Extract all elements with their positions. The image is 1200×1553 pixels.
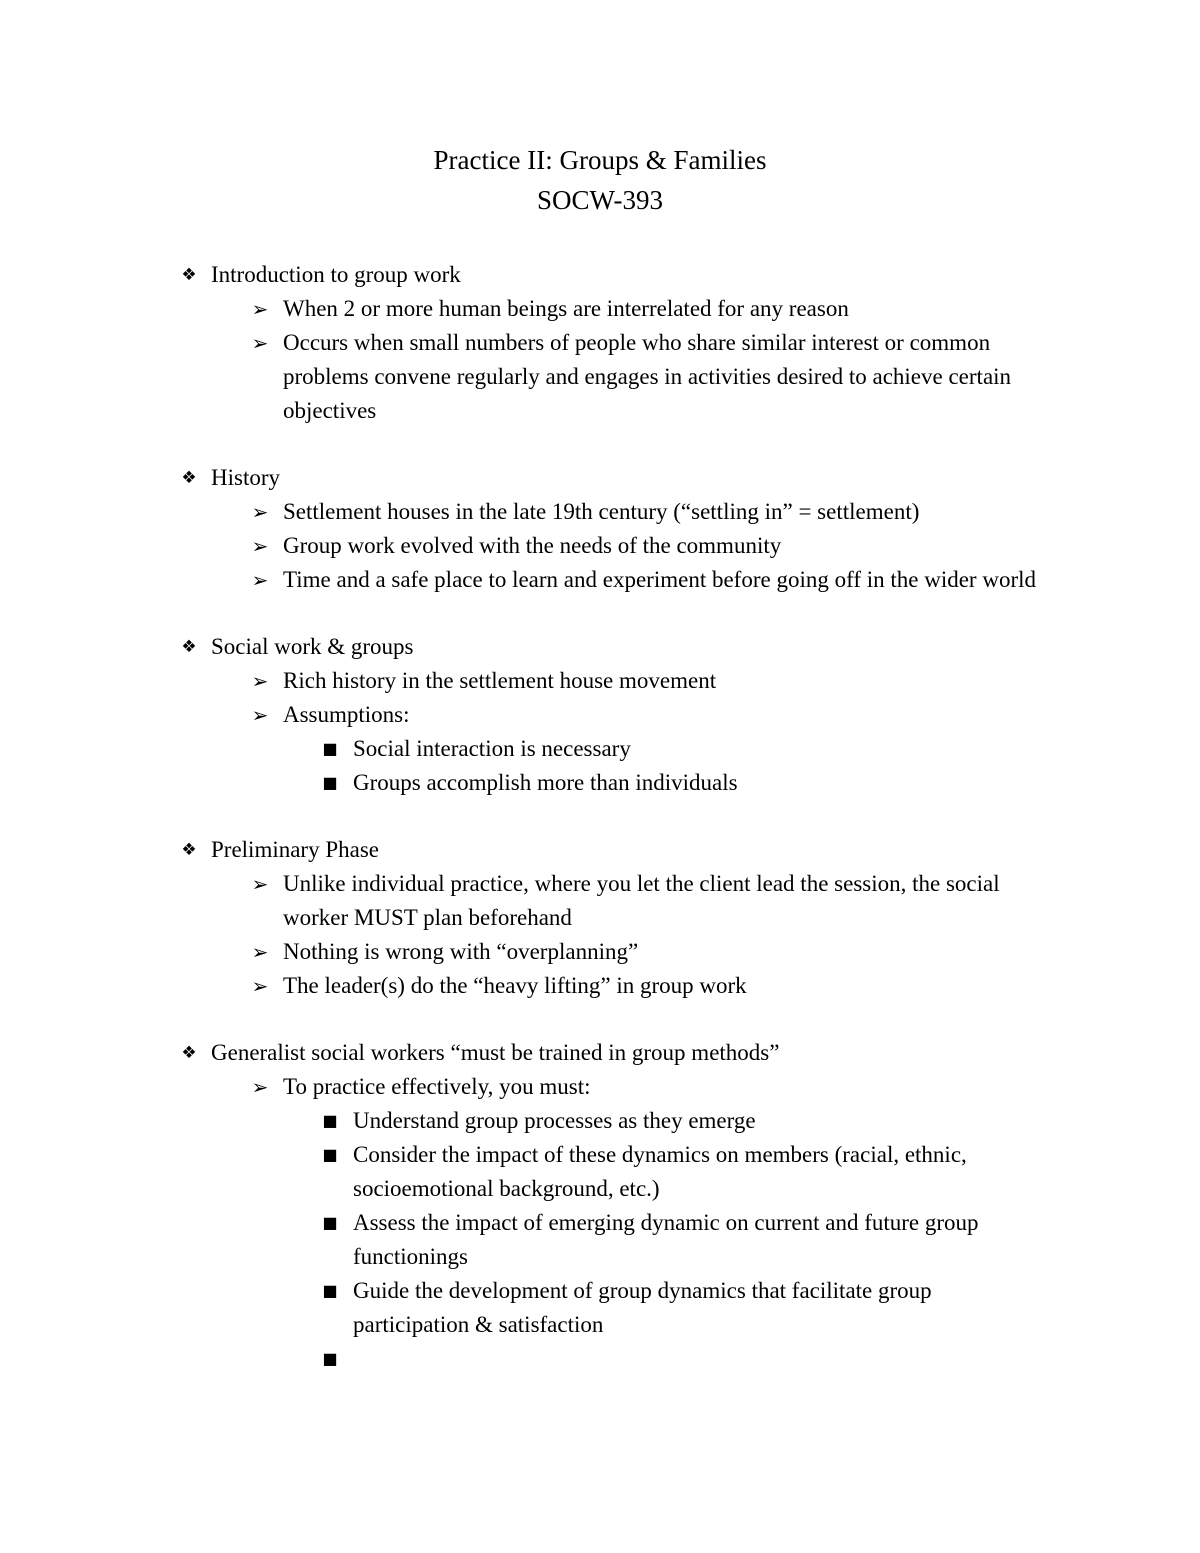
list-item-text: To practice effectively, you must: [283,1074,591,1099]
section-heading: Social work & groups [211,634,414,659]
arrow-bullet-icon: ➢ [251,872,269,896]
outline-section [0,1036,1200,1376]
list-item [0,664,1200,698]
list-item-text: Rich history in the settlement house movement [283,668,717,693]
arrow-bullet-icon: ➢ [251,669,269,693]
diamond-bullet-icon: ❖ [181,1043,197,1063]
arrow-bullet-icon: ➢ [251,568,269,592]
square-bullet-icon: ■ [322,1145,338,1164]
list-item [0,563,1200,597]
square-bullet-icon: ■ [322,1349,338,1368]
section-heading: Introduction to group work [211,262,461,287]
sub-list-item [0,1138,1200,1206]
sub-list-item-text: Guide the development of group dynamics that facilitate group participation & satisfaction [353,1278,932,1337]
outline-section [0,833,1200,1003]
sub-list-item-text: Social interaction is necessary [353,736,631,761]
sub-list-item [0,1274,1200,1342]
sub-list-item-empty [0,1342,1200,1376]
course-code: SOCW-393 [536,185,663,215]
square-bullet-icon: ■ [322,1213,338,1232]
sub-list-item-text: Assess the impact of emerging dynamic on current and future group functionings [353,1210,979,1269]
list-item-text: Group work evolved with the needs of the community [283,533,782,558]
arrow-bullet-icon: ➢ [251,940,269,964]
outline-section [0,258,1200,428]
document-title: Practice II: Groups & Families [433,145,767,175]
document-header [0,140,1200,220]
section-heading-row [0,258,1200,292]
list-item-text: The leader(s) do the “heavy lifting” in group work [283,973,747,998]
diamond-bullet-icon: ❖ [181,468,197,488]
diamond-bullet-icon: ❖ [181,840,197,860]
sub-list-item-text: Groups accomplish more than individuals [353,770,738,795]
sub-list-item [0,1104,1200,1138]
section-heading-row [0,1036,1200,1070]
arrow-bullet-icon: ➢ [251,534,269,558]
list-item-text: Settlement houses in the late 19th century (“settling in” = settlement) [283,499,920,524]
list-item-text: When 2 or more human beings are interrelated for any reason [283,296,849,321]
sub-list-item [0,732,1200,766]
list-item-text: Assumptions: [283,702,410,727]
arrow-bullet-icon: ➢ [251,974,269,998]
square-bullet-icon: ■ [322,1111,338,1130]
outline-section [0,461,1200,597]
list-item [0,698,1200,732]
outline [0,258,1200,1409]
section-heading: Preliminary Phase [211,837,379,862]
arrow-bullet-icon: ➢ [251,331,269,355]
list-item [0,495,1200,529]
section-heading-row [0,630,1200,664]
list-item [0,935,1200,969]
diamond-bullet-icon: ❖ [181,637,197,657]
sub-list-item [0,766,1200,800]
diamond-bullet-icon: ❖ [181,265,197,285]
list-item [0,867,1200,935]
list-item-text: Unlike individual practice, where you let the client lead the session, the social worker MUST plan beforehand [283,871,1000,930]
section-heading: Generalist social workers “must be trained in group methods” [211,1040,780,1065]
sub-list-item-text: Consider the impact of these dynamics on members (racial, ethnic, socioemotional background, etc.) [353,1142,967,1201]
arrow-bullet-icon: ➢ [251,297,269,321]
square-bullet-icon: ■ [322,739,338,758]
arrow-bullet-icon: ➢ [251,500,269,524]
section-heading-row [0,461,1200,495]
outline-section [0,630,1200,800]
arrow-bullet-icon: ➢ [251,703,269,727]
list-item [0,969,1200,1003]
list-item [0,326,1200,428]
sub-list-item-text: Understand group processes as they emerge [353,1108,756,1133]
list-item-text: Nothing is wrong with “overplanning” [283,939,639,964]
sub-list-item [0,1206,1200,1274]
list-item [0,292,1200,326]
square-bullet-icon: ■ [322,1281,338,1300]
square-bullet-icon: ■ [322,773,338,792]
arrow-bullet-icon: ➢ [251,1075,269,1099]
section-heading: History [211,465,280,490]
list-item [0,529,1200,563]
section-heading-row [0,833,1200,867]
list-item [0,1070,1200,1104]
list-item-text: Occurs when small numbers of people who share similar interest or common problems convene regularly and engages in activities desired to achieve certain objectives [283,330,1012,423]
list-item-text: Time and a safe place to learn and experiment before going off in the wider world [283,567,1037,592]
